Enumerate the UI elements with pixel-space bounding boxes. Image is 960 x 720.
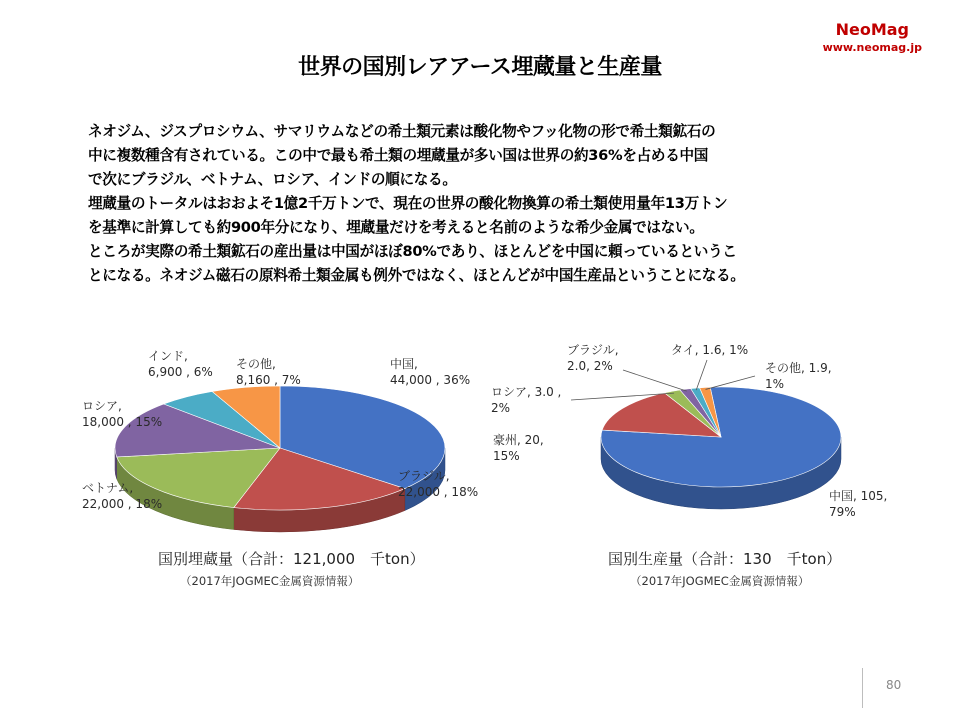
pie-label-line: 中国, <box>390 357 418 371</box>
leader-line-タイ <box>696 360 707 390</box>
pie-label-line: ロシア, <box>82 399 122 413</box>
reserves-pie-svg <box>80 330 480 540</box>
pie-label-line: 2.0, 2% <box>567 359 613 373</box>
production-caption <box>608 548 841 589</box>
production-pie-svg <box>485 330 905 540</box>
reserves-pie-chart <box>80 330 480 540</box>
pie-label-line: 15% <box>493 449 520 463</box>
paragraph-line: ところが実際の希土類鉱石の産出量は中国がほぼ80%であり、ほとんどを中国に頼っているというこ <box>88 243 737 260</box>
pie-label-タイ <box>671 343 748 357</box>
pie-label-line: 1% <box>765 377 785 391</box>
pie-label-line: 中国, 105, <box>829 489 888 503</box>
production-chart-title: 国別生産量（合計：130 千ton） <box>608 550 842 568</box>
production-chart-source: （2017年JOGMEC金属資源情報） <box>630 574 810 588</box>
pie-label-その他 <box>765 360 832 391</box>
pie-label-line: タイ, 1.6, 1% <box>671 343 749 357</box>
pie-label-中国 <box>390 356 470 387</box>
pie-label-ブラジル <box>567 343 619 373</box>
pie-label-line: その他, 1.9, <box>765 361 832 375</box>
leader-line-ブラジル <box>623 370 687 391</box>
pie-label-その他 <box>236 356 301 387</box>
pie-label-line: 18,000 , 15% <box>82 415 163 429</box>
reserves-caption <box>158 548 425 589</box>
paragraph-line: ネオジム、ジスプロシウム、サマリウムなどの希土類元素は酸化物やフッ化物の形で希土類鉱石の <box>88 123 716 140</box>
pie-label-line: 44,000 , 36% <box>390 373 471 387</box>
reserves-chart-title: 国別埋蔵量（合計：121,000 千ton） <box>158 550 425 568</box>
pie-label-line: ロシア, 3.0 , <box>491 385 562 399</box>
page-title: 世界の国別レアアース埋蔵量と生産量 <box>298 55 662 80</box>
pie-label-line: 2% <box>491 401 511 415</box>
body-text <box>88 120 878 288</box>
pie-label-line: その他, <box>236 357 276 371</box>
pie-label-line: 22,000 , 18% <box>82 497 163 511</box>
pie-label-line: ブラジル, <box>567 343 619 357</box>
pie-label-line: インド, <box>148 349 188 363</box>
pie-label-line: 6,900 , 6% <box>148 365 213 379</box>
pie-label-line: ベトナム, <box>82 481 134 495</box>
footer-divider <box>862 668 863 708</box>
pie-label-インド <box>148 349 213 379</box>
pie-label-中国 <box>829 488 887 519</box>
paragraph-line: 埋蔵量のトータルはおおよそ1億2千万トンで、現在の世界の酸化物換算の希土類使用量年13万トン <box>88 195 728 212</box>
pie-label-豪州 <box>493 433 544 463</box>
reserves-chart-source: （2017年JOGMEC金属資源情報） <box>180 574 360 588</box>
paragraph-line: 中に複数種含有されている。この中で最も希土類の埋蔵量が多い国は世界の約36%を占める中国 <box>88 147 709 164</box>
page-number: 80 <box>886 678 902 692</box>
pie-label-line: ブラジル, <box>398 469 450 483</box>
pie-label-line: 豪州, 20, <box>493 433 544 447</box>
production-pie-chart <box>485 330 905 540</box>
paragraph-line: とになる。ネオジム磁石の原料希土類金属も例外ではなく、ほとんどが中国生産品ということになる。 <box>88 267 745 284</box>
brand-url: www.neomag.jp <box>822 41 922 54</box>
brand-logo <box>823 20 922 54</box>
pie-label-line: 79% <box>829 505 856 519</box>
pie-label-line: 8,160 , 7% <box>236 373 301 387</box>
paragraph-line: で次にブラジル、ベトナム、ロシア、インドの順になる。 <box>88 171 457 188</box>
brand-name: NeoMag <box>835 20 909 39</box>
paragraph-line: を基準に計算しても約900年分になり、埋蔵量だけを考えると名前のような希少金属ではない。 <box>88 219 704 236</box>
pie-label-ロシア <box>491 385 561 415</box>
pie-label-line: 22,000 , 18% <box>398 485 479 499</box>
